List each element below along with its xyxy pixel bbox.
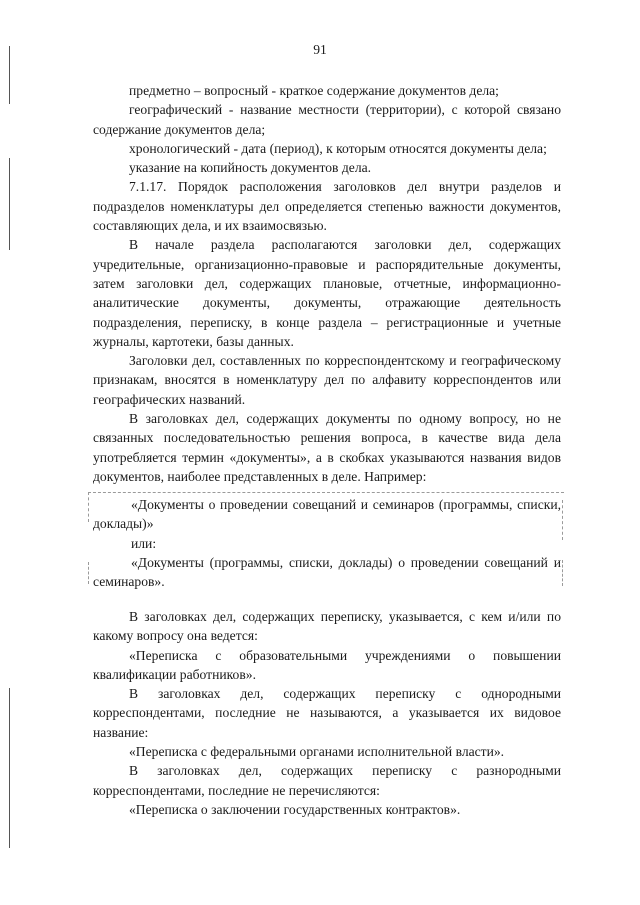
example-quote: «Переписка с образовательными учреждениями о повышении квалификации работников». bbox=[93, 647, 561, 682]
paragraph: В начале раздела располагаются заголовки дел, содержащих учредительные, организационно-правовые и распорядительные документы, затем заголовки дел, содержащих плановые, отчетные, информационно-аналитические документы, документы, отражающие деятельность подразделения, переписку, в конце раздела – регистрационные и учетные журналы, картотеки, базы данных. bbox=[93, 237, 561, 349]
example-box-border bbox=[562, 500, 564, 540]
margin-scan-mark bbox=[9, 688, 11, 848]
example-quote: «Переписка о заключении государственных контрактов». bbox=[129, 801, 461, 817]
list-item: географический - название местности (территории), с которой связано содержание документов дела; bbox=[93, 102, 561, 137]
page-body-continued bbox=[93, 607, 561, 819]
paragraph: В заголовках дел, содержащих переписку с разнородными корреспондентами, последние не перечисляются: bbox=[93, 763, 561, 798]
example-box-content bbox=[93, 495, 561, 591]
paragraph: В заголовках дел, содержащих переписку с однородными корреспондентами, последние не называются, а указывается их видовое название: bbox=[93, 686, 561, 740]
margin-scan-mark bbox=[9, 158, 11, 250]
example-2: «Документы (программы, списки, доклады) о проведении совещаний и семинаров». bbox=[93, 554, 561, 590]
page-body bbox=[93, 81, 561, 486]
page-number: 91 bbox=[313, 42, 327, 57]
example-box-border bbox=[88, 492, 90, 522]
list-item: указание на копийность документов дела. bbox=[129, 160, 372, 176]
example-1: «Документы о проведении совещаний и семинаров (программы, списки, доклады)» bbox=[93, 497, 561, 532]
section-7-1-17: 7.1.17. Порядок расположения заголовков дел внутри разделов и подразделов номенклатуры дел определяется степенью важности документов, составляющих дела, и их взаимосвязью. bbox=[93, 179, 561, 234]
paragraph: В заголовках дел, содержащих документы по одному вопросу, но не связанных последовательностью решения вопроса, в качестве вида дела употребляется термин «документы», а в скобках указываются названия видов документов, наиболее представленных в деле. Например: bbox=[93, 411, 561, 484]
paragraph: В заголовках дел, содержащих переписку, указывается, с кем и/или по какому вопросу она ведется: bbox=[93, 609, 561, 644]
list-item: хронологический - дата (период), к которым относятся документы дела; bbox=[129, 140, 547, 156]
example-box-border bbox=[562, 560, 564, 586]
example-quote: «Переписка с федеральными органами исполнительной власти». bbox=[129, 744, 505, 760]
example-or: или: bbox=[131, 535, 157, 551]
paragraph: Заголовки дел, составленных по корреспондентскому и географическому признакам, вносятся в номенклатуру дел по алфавиту корреспондентов или географических названий. bbox=[93, 353, 561, 407]
example-box-border bbox=[88, 562, 90, 584]
list-item: предметно – вопросный - краткое содержание документов дела; bbox=[129, 83, 499, 98]
